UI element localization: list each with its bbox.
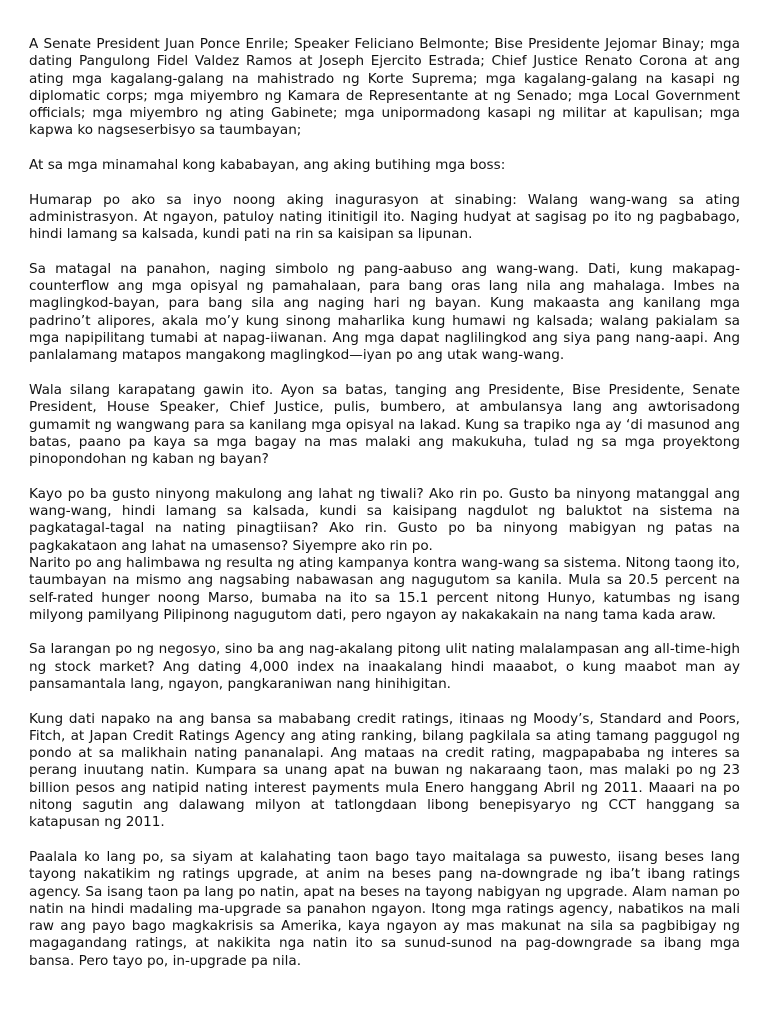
paragraph-stock-market: Sa larangan po ng negosyo, sino ba ang nag-akalang pitong ulit nating malalampasan ang all-time-high ng stock market? Ang dating 4,000 index na inaakalang hindi maaabot, o kung maabot man ay pansamantala lang, ngayon, pangkaraniwan nang hinihigitan. [29, 641, 740, 692]
paragraph-hunger-results: Narito po ang halimbawa ng resulta ng ating kampanya kontra wang-wang sa sistema. Nitong taong ito, taumbayan na mismo ang nagsabing nabawasan ang nagugutom sa kanila. Mula sa 20.5 percent na self-rated hunger noong Marso, bumaba na ito sa 15.1 percent nitong Hunyo, katumbas ng isang milyong pamilyang Pilipinong nagugutom dati, pero ngayon ay nakakakain na nang tama kada araw. [29, 554, 740, 623]
paragraph-inauguration: Humarap po ako sa inyo noong aking inagurasyon at sinabing: Walang wang-wang sa ating administrasyon. At ngayon, patuloy nating itinitigil ito. Naging hudyat at sagisag po ito ng pagbabago, hindi lamang sa kalsada, kundi pati na rin sa kaisipan sa lipunan. [29, 191, 740, 243]
paragraph-upgrades: Paalala ko lang po, sa siyam at kalahating taon bago tayo maitalaga sa puwesto, iisang beses lang tayong nakatikim ng ratings upgrade, at anim na beses pang na-downgrade ng iba’t ibang ratings agency. Sa isang taon pa lang po natin, apat na beses na tayong nabigyan ng upgrade. Alam naman po natin na hindi madaling ma-upgrade sa panahon ngayon. Itong mga ratings agency, nabatikos na mali raw ang payo bago magkakrisis sa Amerika, kaya ngayon ay mas makunat na sila sa pagbibigay ng magagandang ratings, at nakikita nga natin ito sa sunud-sunod na pag-downgrade sa ibang mga bansa. Pero tayo po, in-upgrade pa nila. [29, 848, 740, 969]
paragraph-greeting: At sa mga minamahal kong kababayan, ang aking butihing mga boss: [29, 157, 506, 174]
paragraph-salutation: A Senate President Juan Ponce Enrile; Speaker Feliciano Belmonte; Bise Presidente Jejomar Binay; mga dating Pangulong Fidel Valdez Ramos at Joseph Ejercito Estrada; Chief Justice Renato Corona at ang ating mga kagalang-galang na mahistrado ng Korte Suprema; mga kagalang-galang na kasapi ng diplomatic corps; mga miyembro ng Kamara de Representante at ng Senado; mga Local Government officials; mga miyembro ng ating Gabinete; mga unipormadong kasapi ng militar at kapulisan; mga kapwa ko nagseserbisyo sa taumbayan; [29, 36, 740, 139]
speech-body [29, 36, 740, 987]
paragraph-questions: Kayo po ba gusto ninyong makulong ang lahat ng tiwali? Ako rin po. Gusto ba ninyong matanggal ang wang-wang, hindi lamang sa kalsada, kundi sa kaisipang nagdulot ng baluktot na sistema na pagkatagal-tagal na nating pinagtiisan? Ako rin. Gusto po ba ninyong mabigyan ng patas na pagkakataon ang lahat na umasenso? Siyempre ako rin po. [29, 485, 740, 554]
paragraph-credit-ratings: Kung dati napako na ang bansa sa mababang credit ratings, itinaas ng Moody’s, Standard and Poors, Fitch, at Japan Credit Ratings Agency ang ating ranking, bilang pagkilala sa ating tamang paggugol ng pondo at sa malikhain nating pananalapi. Ang mataas na credit rating, magpapababa ng interes sa perang inuutang natin. Kumpara sa unang apat na buwan ng nakaraang taon, mas malaki po ng 23 billion pesos ang natipid nating interest payments mula Enero hanggang Abril ng 2011. Maaari na po nitong sagutin ang dalawang milyon at tatlongdaan libong benepisyaryo ng CCT hanggang sa katapusan ng 2011. [29, 710, 740, 831]
paragraph-law: Wala silang karapatang gawin ito. Ayon sa batas, tanging ang Presidente, Bise Presidente, Senate President, House Speaker, Chief Justice, pulis, bumbero, at ambulansya lang ang awtorisadong gumamit ng wangwang para sa kanilang mga opisyal na lakad. Kung sa trapiko nga ay ‘di masunod ang batas, paano pa kaya sa mga bagay na mas malaki ang makukuha, tulad ng sa mga proyektong pinopondohan ng kaban ng bayan? [29, 381, 740, 468]
paragraph-wang-wang-abuse: Sa matagal na panahon, naging simbolo ng pang-aabuso ang wang-wang. Dati, kung makapag-counterflow ang mga opisyal ng pamahalaan, para bang oras lang nila ang mahalaga. Imbes na maglingkod-bayan, para bang sila ang naging hari ng bayan. Kung makaasta ang kanilang mga padrino’t alipores, akala mo’y kung sinong maharlika kung humawi ng kalsada; walang pakialam sa mga napipilitang tumabi at napag-iiwanan. Ang mga dapat naglilingkod ang siya pang nang-aapi. Ang panlalamang matapos mangakong maglingkod—iyan po ang utak wang-wang. [29, 260, 740, 364]
